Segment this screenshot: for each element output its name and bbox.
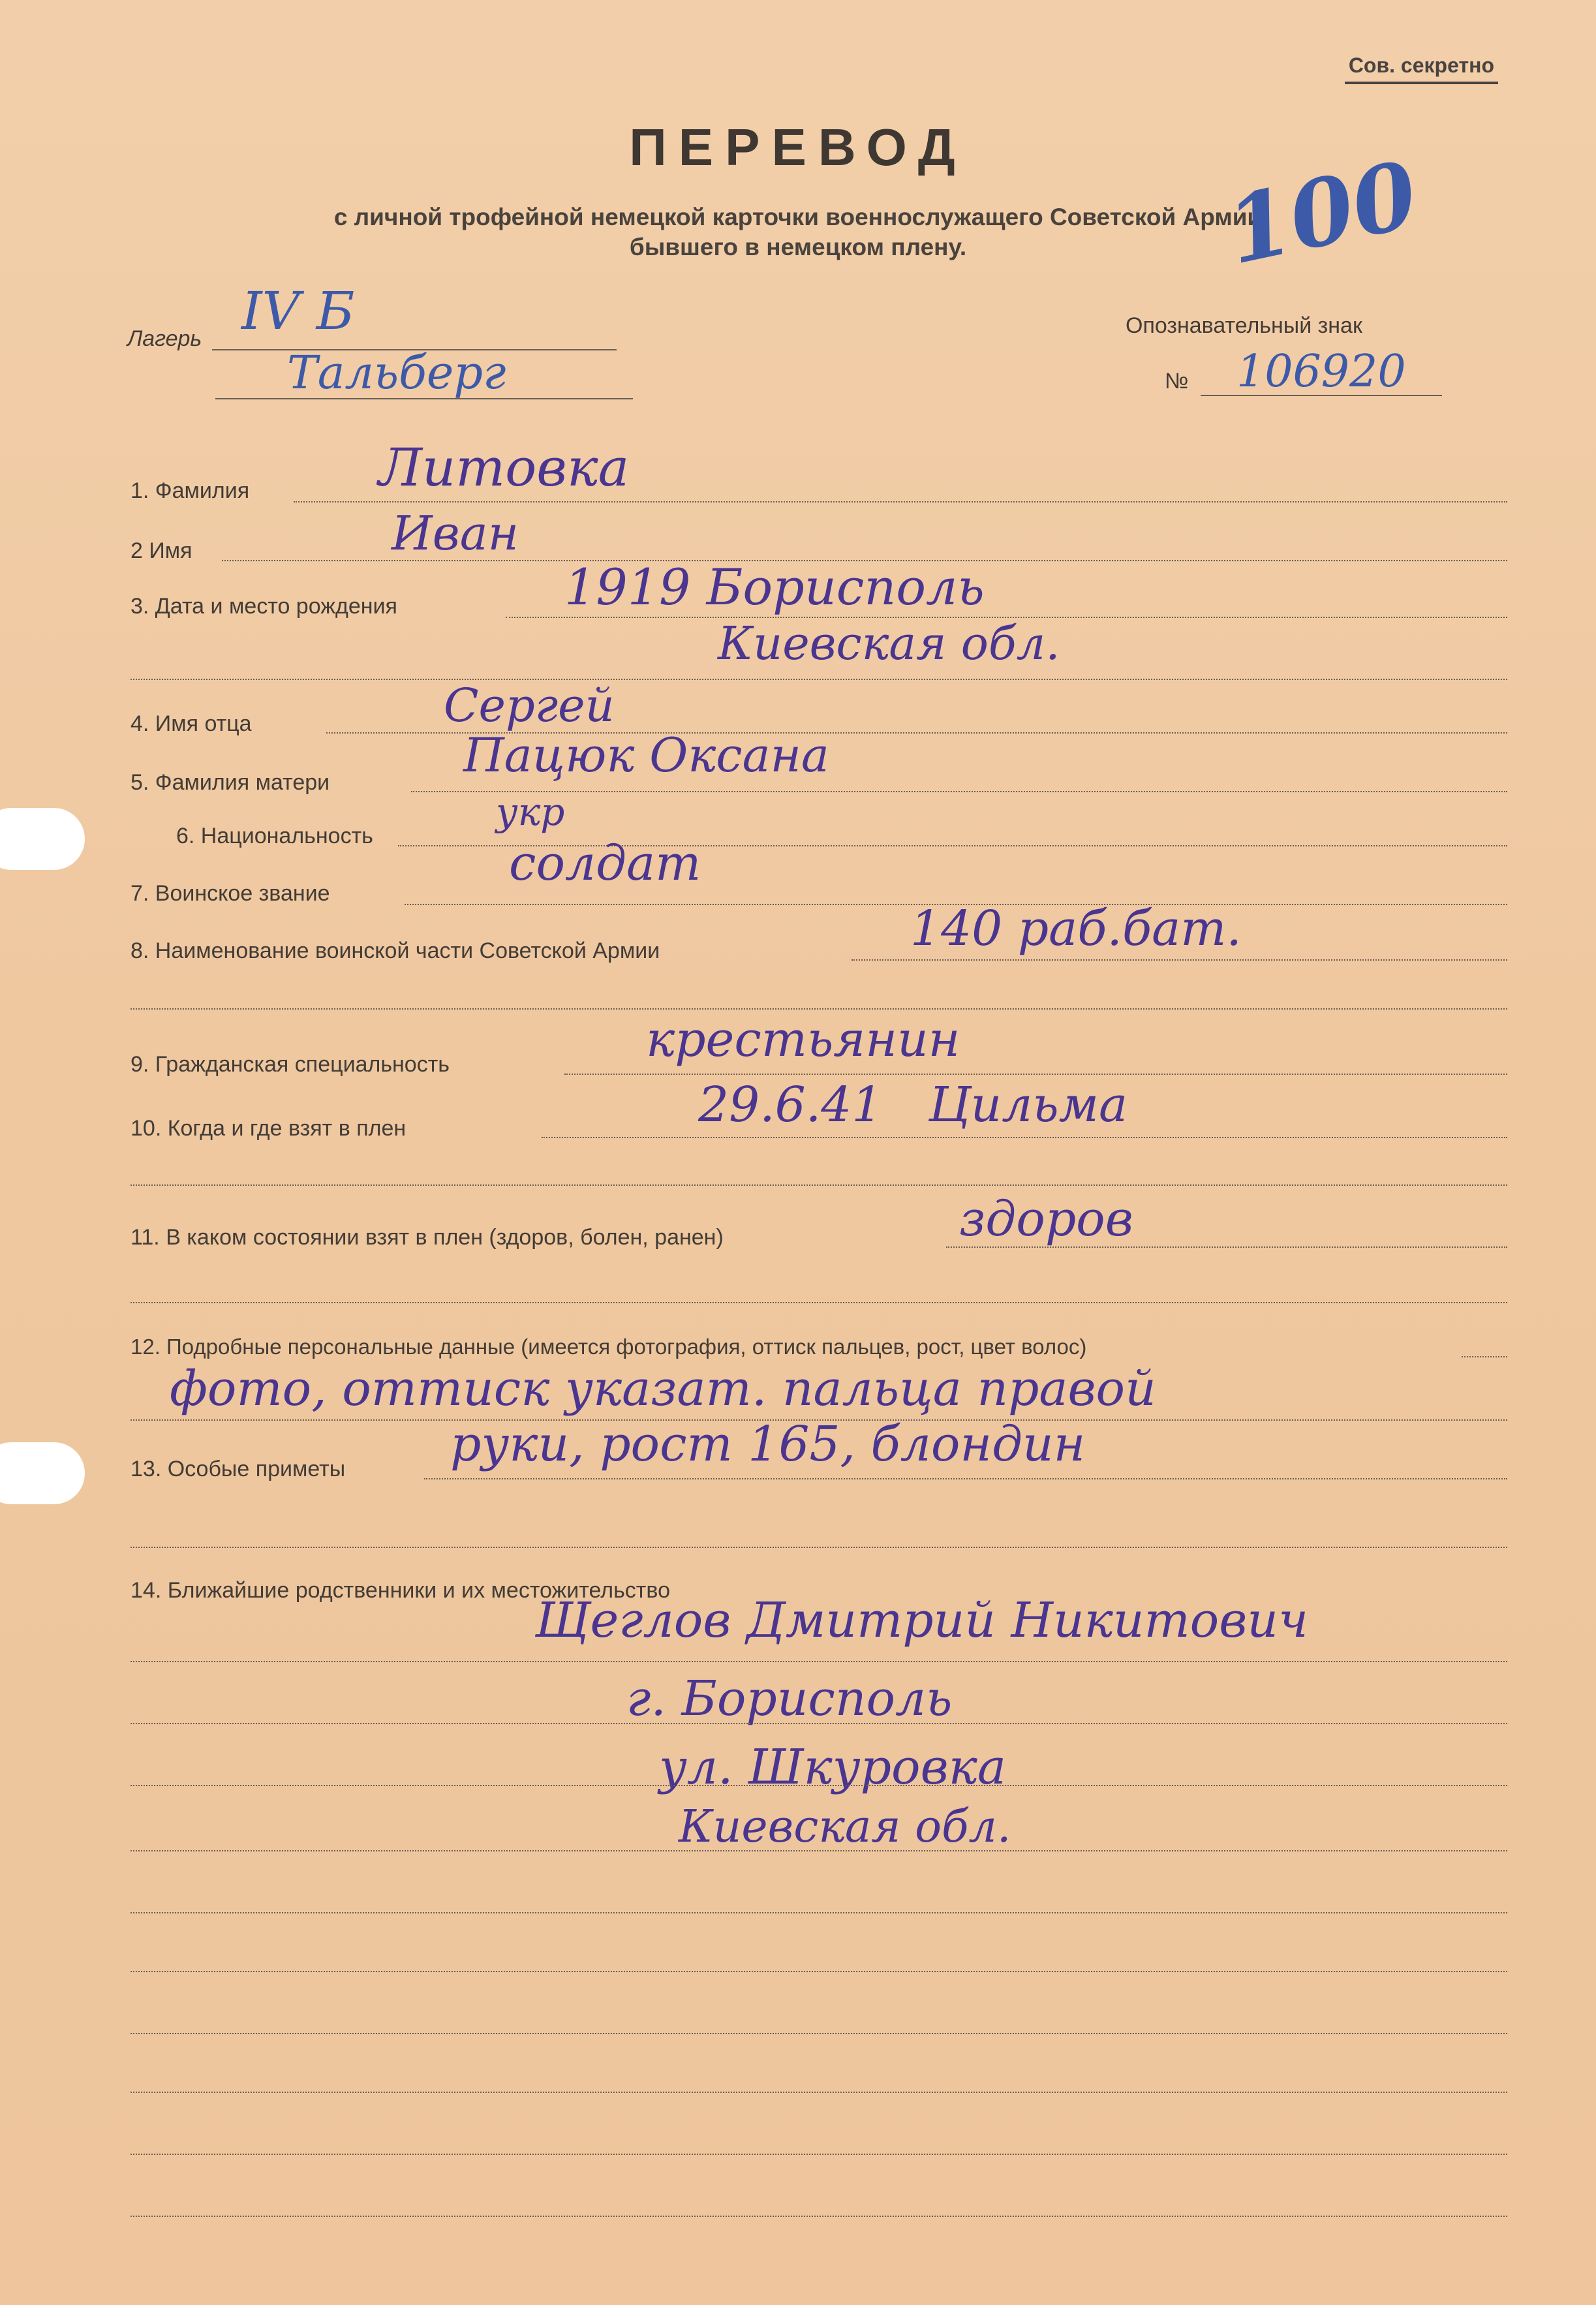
name-label: 2 Имя <box>130 538 192 563</box>
captured-rule-2 <box>130 1184 1507 1186</box>
unit-value: 140 раб.бат. <box>910 901 1242 957</box>
unit-rule-2 <box>130 1008 1507 1010</box>
relatives-rule-5 <box>130 1912 1507 1913</box>
condition-label: 11. В каком состоянии взят в плен (здоров, болен, ранен) <box>130 1225 724 1250</box>
mother-surname-value: Пацюк Оксана <box>463 728 829 782</box>
personal-data-value: фото, оттиск указат. пальца правой <box>170 1361 1156 1417</box>
father-name-value: Сергей <box>444 679 615 732</box>
captured-value: 29.6.41 Цильма <box>698 1077 1128 1133</box>
civil-profession-label: 9. Гражданская специальность <box>130 1052 450 1077</box>
relatives-label: 14. Ближайшие родственники и их местожительство <box>130 1578 670 1603</box>
father-name-label: 4. Имя отца <box>130 711 252 736</box>
relatives-value-3: ул. Шкуровка <box>659 1739 1006 1795</box>
personal-data-label: 12. Подробные персональные данные (имеется фотография, оттиск пальцев, рост, цвет волос) <box>130 1335 1087 1359</box>
document-title: ПЕРЕВОД <box>629 118 967 176</box>
special-marks-value: руки, рост 165, блондин <box>450 1416 1086 1472</box>
nationality-value: укр <box>496 790 565 834</box>
surname-label: 1. Фамилия <box>130 478 250 503</box>
surname-value: Литовка <box>378 437 630 498</box>
id-tag-label: Опознавательный знак <box>1126 313 1362 338</box>
civil-profession-rule <box>564 1074 1507 1075</box>
unit-label: 8. Наименование воинской части Советской Армии <box>130 938 660 963</box>
captured-rule <box>542 1137 1507 1138</box>
camp-name: Тальберг <box>287 346 506 399</box>
classification-stamp: Сов. секретно <box>1345 54 1498 84</box>
birth-value-1: 1919 Борисполь <box>564 558 985 616</box>
relatives-value-2: г. Борисполь <box>626 1671 953 1727</box>
camp-rule-2 <box>215 398 633 399</box>
camp-number: IV Б <box>241 281 355 341</box>
relatives-rule-1 <box>130 1661 1507 1662</box>
personal-data-rule <box>1462 1356 1507 1357</box>
birth-rule-2 <box>130 679 1507 680</box>
id-tag-prefix: № <box>1165 369 1189 394</box>
punch-hole <box>0 808 85 870</box>
special-marks-rule-2 <box>130 1547 1507 1548</box>
birth-label: 3. Дата и место рождения <box>130 594 397 619</box>
birth-value-2: Киевская обл. <box>718 617 1060 670</box>
nationality-label: 6. Национальность <box>176 824 373 848</box>
subtitle-line-1: с личной трофейной немецкой карточки военнослужащего Советской Армии <box>333 204 1263 230</box>
relatives-rule-2 <box>130 1723 1507 1724</box>
id-tag-number: 106920 <box>1236 346 1406 397</box>
relatives-value-4: Киевская обл. <box>679 1801 1011 1853</box>
relatives-rule-7 <box>130 2033 1507 2034</box>
special-marks-rule <box>424 1478 1507 1479</box>
relatives-rule-8 <box>130 2092 1507 2093</box>
relatives-rule-6 <box>130 1971 1507 1972</box>
punch-hole <box>0 1442 85 1504</box>
rank-value: солдат <box>509 835 701 891</box>
unit-rule <box>852 959 1507 961</box>
relatives-rule-4 <box>130 1850 1507 1851</box>
subtitle-line-2: бывшего в немецком плену. <box>629 234 967 260</box>
condition-value: здоров <box>959 1191 1133 1247</box>
mother-surname-label: 5. Фамилия матери <box>130 770 330 795</box>
surname-rule <box>294 501 1507 503</box>
captured-label: 10. Когда и где взят в плен <box>130 1116 407 1141</box>
relatives-rule-10 <box>130 2216 1507 2217</box>
condition-rule-2 <box>130 1302 1507 1303</box>
handwritten-stamp-number: 100 <box>1218 141 1427 286</box>
relatives-rule-3 <box>130 1785 1507 1786</box>
special-marks-label: 13. Особые приметы <box>130 1457 346 1481</box>
name-value: Иван <box>391 506 519 561</box>
camp-label: Лагерь <box>127 326 202 351</box>
civil-profession-value: крестьянин <box>646 1012 960 1068</box>
relatives-value-1: Щеглов Дмитрий Никитович <box>535 1592 1308 1648</box>
mother-surname-rule <box>411 791 1507 792</box>
rank-label: 7. Воинское звание <box>130 881 330 906</box>
relatives-rule-9 <box>130 2154 1507 2155</box>
